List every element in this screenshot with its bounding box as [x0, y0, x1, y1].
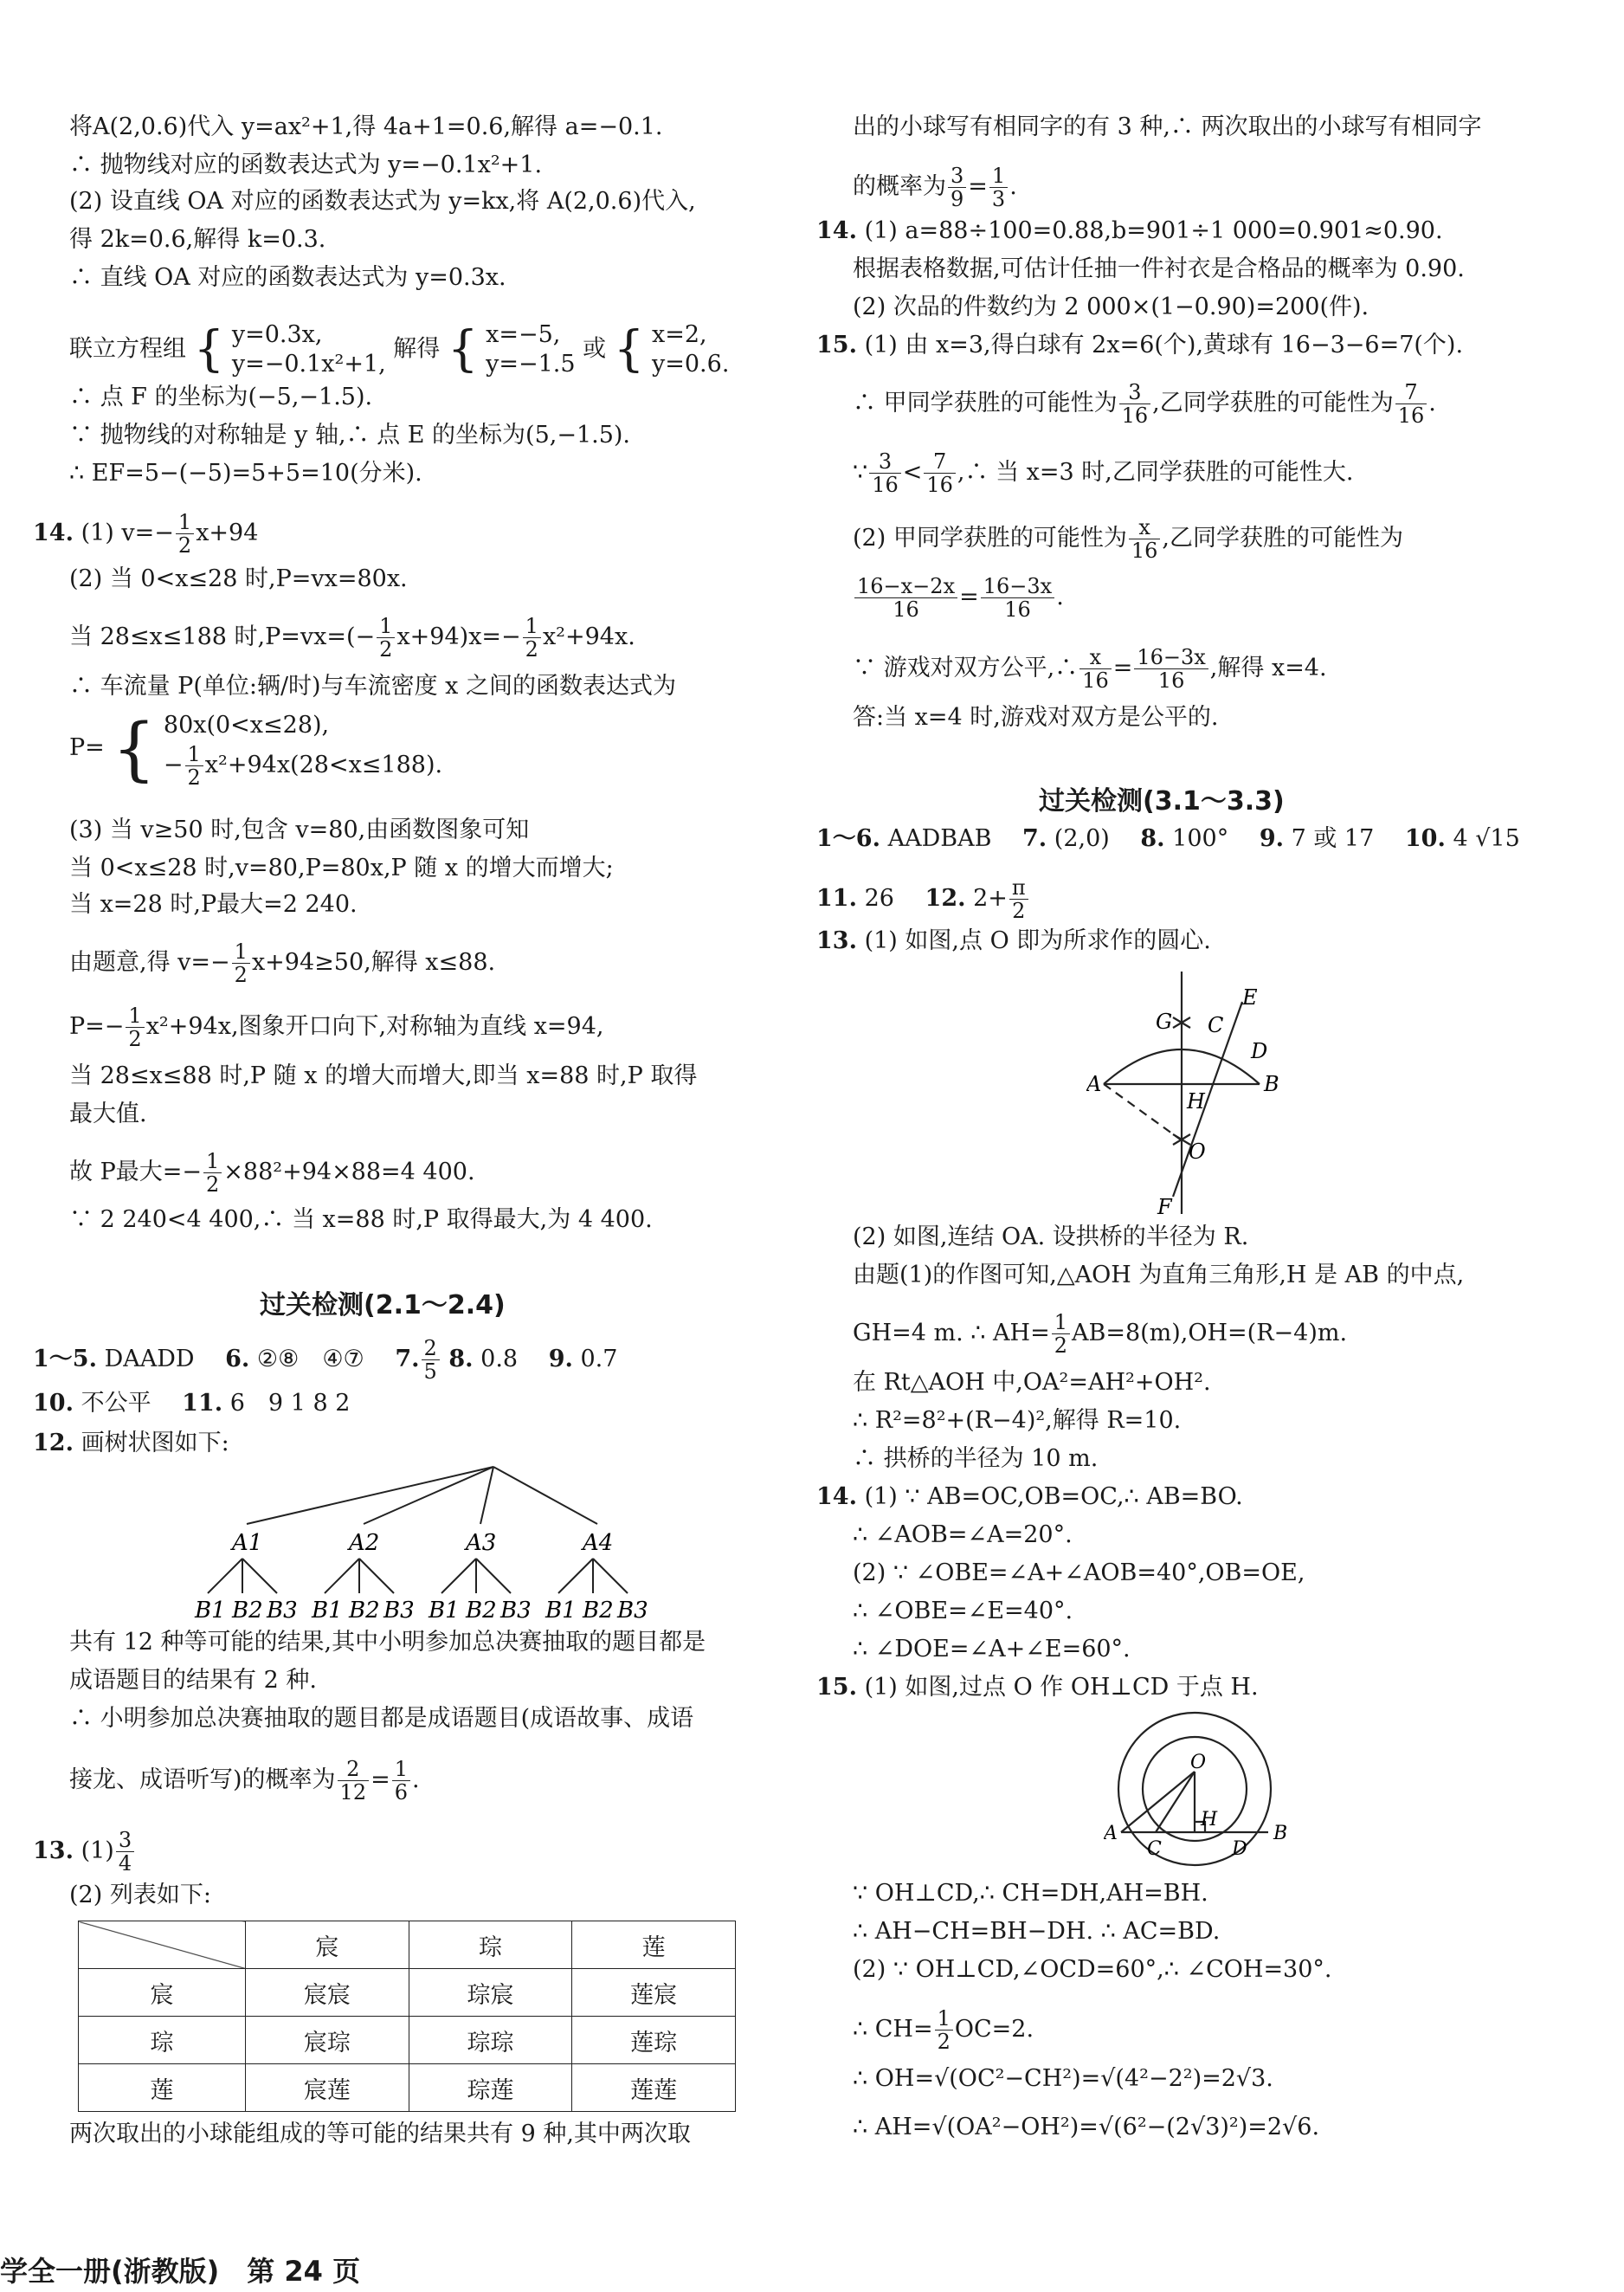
question-14: 14. (1) v=− $\frac{1}{2}$ x+94: [33, 510, 259, 558]
figure-label: H: [1187, 1089, 1205, 1114]
text-line: (2) 列表如下:: [69, 1882, 211, 1908]
text-line: ∴ OH=√(OC²−CH²)=√(4²−2²)=2√3.: [853, 2065, 1273, 2092]
text-line: (2) 设直线 OA 对应的函数表达式为 y=kx,将 A(2,0.6)代入,: [69, 188, 696, 215]
text-line: ∴ CH= $\frac{1}{2}$ OC=2.: [853, 2006, 1034, 2054]
tree-node: A2: [349, 1530, 380, 1556]
answers-row: 11. 26 12. 2+ $\frac{\pi}{2}$: [816, 876, 1030, 922]
tree-leaf: B2: [349, 1598, 380, 1619]
text-line: ∴ ∠DOE=∠A+∠E=60°.: [853, 1636, 1131, 1663]
text-line: (2) 如图,连结 OA. 设拱桥的半径为 R.: [853, 1223, 1249, 1250]
figure-label: H: [1201, 1809, 1218, 1830]
text-line: ∴ 车流量 P(单位:辆/时)与车流密度 x 之间的函数表达式为: [69, 673, 676, 700]
figure-label: D: [1251, 1039, 1268, 1063]
tree-leaf: B2: [232, 1598, 263, 1619]
tree-leaf: B1: [545, 1598, 577, 1619]
text-line: 得 2k=0.6,解得 k=0.3.: [69, 226, 326, 253]
table-row: 宸 宸宸 琮宸 莲宸: [79, 1969, 736, 2017]
section-title: 过关检测(2.1～2.4): [260, 1290, 506, 1320]
text-line: (2) ∵ ∠OBE=∠A+∠AOB=40°,OB=OE,: [853, 1559, 1305, 1586]
text-line: ∴ 小明参加总决赛抽取的题目都是成语题目(成语故事、成语: [69, 1705, 694, 1732]
text-line: 当 0<x≤28 时,v=80,P=80x,P 随 x 的增大而增大;: [69, 855, 614, 881]
text-line: (3) 当 v≥50 时,包含 v=80,由函数图象可知: [69, 817, 530, 843]
text-line: (2) 当 0<x≤28 时,P=vx=80x.: [69, 565, 408, 592]
text-line: 根据表格数据,可估计任抽一件衬衣是合格品的概率为 0.90.: [853, 255, 1465, 282]
probability-table: [78, 1921, 736, 2112]
tree-leaf: B1: [195, 1598, 226, 1619]
text-line: 成语题目的结果有 2 种.: [69, 1667, 317, 1694]
piecewise: P= { 80x(0<x≤28), − $\frac{1}{2}$ x²+94x(28<x≤188).: [69, 707, 443, 790]
figure-label: O: [1189, 1140, 1206, 1164]
text-line: ∴ 抛物线对应的函数表达式为 y=−0.1x²+1.: [69, 152, 543, 178]
text-line: ∴ 点 F 的坐标为(−5,−1.5).: [69, 384, 373, 410]
text-line: 最大值.: [69, 1101, 147, 1127]
text-line: ∴ ∠OBE=∠E=40°.: [853, 1598, 1073, 1624]
text-line: 两次取出的小球能组成的等可能的结果共有 9 种,其中两次取: [69, 2121, 691, 2147]
answers-row: 1～5. DAADD 6. ②⑧ ④⑦ 7. $\frac{2}{5}$ 8. 0.8 9. 0.7: [33, 1336, 618, 1384]
text-line: 当 28≤x≤88 时,P 随 x 的增大而增大,即当 x=88 时,P 取得: [69, 1062, 698, 1089]
text-line: ∵ OH⊥CD,∴ CH=DH,AH=BH.: [853, 1880, 1208, 1907]
text-line: (2) ∵ OH⊥CD,∠OCD=60°,∴ ∠COH=30°.: [853, 1956, 1332, 1983]
text-line: 故 P最大=− $\frac{1}{2}$ ×88²+94×88=4 400.: [69, 1149, 475, 1197]
text-line: ∴ ∠AOB=∠A=20°.: [853, 1521, 1073, 1548]
figure-label: C: [1147, 1838, 1162, 1860]
question-14: 14. (1) ∵ AB=OC,OB=OC,∴ AB=BO.: [816, 1483, 1243, 1510]
text-line: $\frac{16-x-2x}{16}$ = $\frac{16-3x}{16}$ .: [853, 575, 1064, 621]
concentric-circles-figure: [1104, 1711, 1294, 1876]
text-line: GH=4 m. ∴ AH= $\frac{1}{2}$ AB=8(m),OH=(R−4)m.: [853, 1310, 1348, 1358]
text-line: ∴ 直线 OA 对应的函数表达式为 y=0.3x.: [69, 264, 506, 291]
arch-bridge-figure: [1086, 963, 1346, 1223]
table-header: 琮: [409, 1921, 572, 1969]
table-header: 莲: [572, 1921, 736, 1969]
text-line: ∴ AH=√(OA²−OH²)=√(6²−(2√3)²)=2√6.: [853, 2114, 1320, 2140]
text-line: 共有 12 种等可能的结果,其中小明参加总决赛抽取的题目都是: [69, 1629, 706, 1656]
text-line: 答:当 x=4 时,游戏对双方是公平的.: [853, 704, 1219, 731]
tree-leaf: B3: [383, 1598, 415, 1619]
text-line: 在 Rt△AOH 中,OA²=AH²+OH².: [853, 1369, 1211, 1396]
tree-node: A3: [466, 1530, 497, 1556]
page-footer: 学全一册(浙教版) 第 24 页: [0, 2255, 361, 2288]
text-line: 将A(2,0.6)代入 y=ax²+1,得 4a+1=0.6,解得 a=−0.1.: [69, 113, 663, 140]
tree-leaf: B3: [617, 1598, 648, 1619]
figure-label: O: [1190, 1752, 1207, 1773]
text-line: ∴ R²=8²+(R−4)²,解得 R=10.: [853, 1407, 1182, 1434]
text-line: 当 x=28 时,P最大=2 240.: [69, 891, 358, 918]
tree-node: A4: [583, 1530, 614, 1556]
question-12: 12. 画树状图如下:: [33, 1430, 229, 1456]
text-line: (2) 次品的件数约为 2 000×(1−0.90)=200(件).: [853, 294, 1369, 320]
question-15: 15. (1) 如图,过点 O 作 OH⊥CD 于点 H.: [816, 1674, 1259, 1701]
equation-system: 联立方程组 { y=0.3x, y=−0.1x²+1, 解得 { x=−5, y=−1.5 或 { x=2, y=0.6.: [69, 321, 730, 378]
tree-leaf: B1: [312, 1598, 343, 1619]
tree-leaf: B3: [500, 1598, 532, 1619]
text-line: (2) 甲同学获胜的可能性为 $\frac{x}{16}$ ,乙同学获胜的可能性为: [853, 515, 1403, 563]
figure-label: F: [1157, 1195, 1172, 1219]
text-line: 接龙、成语听写)的概率为 $\frac{2}{12}$ = $\frac{1}{6}$ .: [69, 1757, 420, 1805]
tree-leaf: B2: [466, 1598, 497, 1619]
text-line: 当 28≤x≤188 时,P=vx=(− $\frac{1}{2}$ x+94)x=− $\frac{1}{2}$ x²+94x.: [69, 614, 635, 662]
tree-leaf: B2: [583, 1598, 614, 1619]
answers-row: 10. 不公平 11. 6 9 1 8 2: [33, 1390, 351, 1417]
question-13: 13. (1) $\frac{3}{4}$: [33, 1829, 136, 1875]
table-header: 宸: [246, 1921, 409, 1969]
table-row: 莲 宸莲 琮莲 莲莲: [79, 2064, 736, 2112]
figure-label: C: [1208, 1013, 1224, 1037]
text-line: ∵ 抛物线的对称轴是 y 轴,∴ 点 E 的坐标为(5,−1.5).: [69, 422, 631, 449]
tree-node: A1: [232, 1530, 263, 1556]
answers-row: 1～6. AADBAB 7. (2,0) 8. 100° 9. 7 或 17 10. 4 √15: [816, 825, 1520, 852]
text-line: P=− $\frac{1}{2}$ x²+94x,图象开口向下,对称轴为直线 x=94,: [69, 1004, 604, 1051]
figure-label: B: [1273, 1823, 1288, 1844]
text-line: ∵ $\frac{3}{16}$ < $\frac{7}{16}$ ,∴ 当 x=3 时,乙同学获胜的可能性大.: [853, 449, 1354, 497]
figure-label: B: [1264, 1072, 1279, 1096]
question-15: 15. (1) 由 x=3,得白球有 2x=6(个),黄球有 16−3−6=7(个).: [816, 332, 1464, 358]
tree-diagram: [156, 1463, 744, 1619]
section-title: 过关检测(3.1～3.3): [1039, 786, 1285, 817]
text-line: 由题(1)的作图可知,△AOH 为直角三角形,H 是 AB 的中点,: [853, 1262, 1465, 1288]
question-13: 13. (1) 如图,点 O 即为所求作的圆心.: [816, 927, 1211, 954]
text-line: ∴ AH−CH=BH−DH. ∴ AC=BD.: [853, 1918, 1221, 1945]
figure-label: D: [1232, 1838, 1247, 1860]
text-line: 由题意,得 v=− $\frac{1}{2}$ x+94≥50,解得 x≤88.: [69, 939, 496, 987]
text-line: 的概率为 $\frac{3}{9}$ = $\frac{1}{3}$ .: [853, 164, 1017, 211]
text-line: ∵ 2 240<4 400,∴ 当 x=88 时,P 取得最大,为 4 400.: [69, 1206, 653, 1233]
text-line: ∴ 甲同学获胜的可能性为 $\frac{3}{16}$ ,乙同学获胜的可能性为 $\frac{7}{16}$ .: [853, 380, 1436, 428]
question-14: 14. (1) a=88÷100=0.88,b=901÷1 000=0.901≈0.90.: [816, 217, 1443, 244]
figure-label: G: [1156, 1010, 1173, 1034]
table-row: 琮 宸琮 琮琮 莲琮: [79, 2017, 736, 2064]
tree-leaf: B3: [267, 1598, 298, 1619]
text-line: ∴ 拱桥的半径为 10 m.: [853, 1445, 1099, 1472]
figure-label: A: [1086, 1072, 1102, 1096]
figure-label: E: [1242, 985, 1258, 1010]
text-line: ∵ 游戏对双方公平,∴ $\frac{x}{16}$ = $\frac{16-3x}{16}$ ,解得 x=4.: [853, 645, 1327, 693]
text-line: 出的小球写有相同字的有 3 种,∴ 两次取出的小球写有相同字: [853, 113, 1482, 140]
figure-label: A: [1104, 1823, 1118, 1844]
table-corner: [79, 1921, 246, 1969]
tree-leaf: B1: [429, 1598, 460, 1619]
text-line: ∴ EF=5−(−5)=5+5=10(分米).: [69, 460, 422, 487]
